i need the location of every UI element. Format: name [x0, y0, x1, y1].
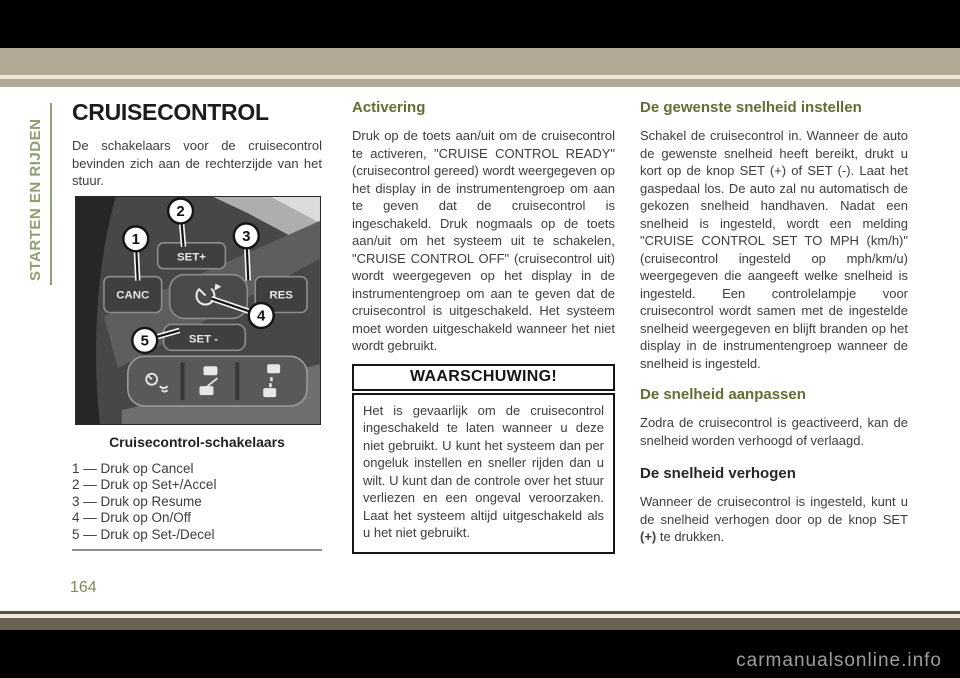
legend-item: 1 — Druk op Cancel — [72, 460, 194, 476]
snelheid-verhogen-paragraph — [640, 493, 908, 546]
section-heading-snelheid-aanpassen: De snelheid aanpassen — [640, 386, 806, 403]
set-plus-button-label: SET+ — [177, 251, 206, 264]
cancel-button-label: CANC — [116, 289, 150, 302]
bottom-olive-bar — [0, 618, 960, 630]
lower-button-panel — [128, 356, 307, 406]
steering-wheel-controls-image — [76, 197, 320, 424]
section-heading-snelheid-instellen: De gewenste snelheid instellen — [640, 99, 862, 116]
resume-button-label: RES — [269, 289, 293, 302]
intro-paragraph: De schakelaars voor de cruisecontrol bevinden zich aan de rechterzijde van het stuur. — [72, 138, 322, 188]
watermark-text: carmanualsonline.info — [736, 650, 942, 671]
legend-divider — [72, 549, 322, 551]
set-minus-button-label: SET - — [188, 332, 219, 345]
bottom-black-bar — [0, 630, 960, 678]
callout-number-5: 5 — [140, 331, 149, 349]
top-khaki-line — [0, 79, 960, 87]
chapter-label-rule — [50, 103, 52, 285]
column-1 — [72, 99, 322, 551]
warning-box — [352, 364, 615, 554]
column-3 — [640, 99, 908, 546]
column-2 — [352, 99, 615, 554]
top-khaki-bar — [0, 48, 960, 75]
paragraph-text: te drukken. — [656, 529, 725, 544]
warning-title: WAARSCHUWING! — [352, 364, 615, 391]
legend-item: 3 — Druk op Resume — [72, 493, 202, 509]
subsection-heading-snelheid-verhogen: De snelheid verhogen — [640, 465, 796, 482]
paragraph-text: Wanneer de cruisecontrol is ingesteld, kunt u de snelheid verhogen door op de knop SET — [640, 494, 908, 527]
chapter-label: STARTEN EN RIJDEN — [27, 118, 44, 281]
page-title: CRUISECONTROL — [72, 99, 269, 125]
figure-caption: Cruisecontrol-schakelaars — [109, 433, 285, 450]
legend-item: 4 — Druk op On/Off — [72, 510, 192, 525]
callout-number-4: 4 — [257, 306, 266, 324]
steering-wheel-figure — [75, 196, 321, 425]
legend-item: 5 — Druk op Set-/Decel — [72, 526, 215, 542]
callout-number-1: 1 — [131, 230, 140, 248]
figure-legend — [72, 461, 322, 544]
callout-number-2: 2 — [176, 202, 185, 220]
snelheid-aanpassen-paragraph: Zodra de cruisecontrol is geactiveerd, kan de snelheid worden verhoogd of verlaagd. — [640, 415, 908, 448]
page-number: 164 — [70, 579, 97, 596]
callout-number-3: 3 — [242, 227, 251, 245]
legend-item: 2 — Druk op Set+/Accel — [72, 477, 217, 492]
activering-paragraph: Druk op de toets aan/uit om de cruisecontrol te activeren, "CRUISE CONTROL READY" (cruisecontrol gereed) wordt weergegeven op het display in de instrumentengroep om aan te geven dat de cruisecontrol is ingeschakeld. Druk nogmaals op de toets aan/uit om het systeem uit te schakelen, "CRUISE CONTROL OFF" (cruisecontrol uit) wordt weergegeven op het display in de instrumentengroep om aan te geven dat de cruisecontrol is uitgeschakeld. Het systeem moet worden uitgeschakeld wanneer het niet wordt gebruikt. — [352, 128, 615, 353]
top-black-bar — [0, 0, 960, 48]
warning-body: Het is gevaarlijk om de cruisecontrol ingeschakeld te laten wanneer u deze niet gebruikt. U kunt het systeem dan per ongeluk instellen en sneller rijden dan u wilt. U kunt dan de controle over het stuur verliezen en een ongeval veroorzaken. Laat het systeem altijd uitgeschakeld als u het niet gebruikt. — [352, 393, 615, 554]
set-plus-bold-text: (+) — [640, 529, 657, 544]
snelheid-instellen-paragraph: Schakel de cruisecontrol in. Wanneer de auto de gewenste snelheid heeft bereikt, drukt u kort op de knop SET (+) of SET (-). Laat het gaspedaal los. De auto zal nu automatisch de gekozen snelheid handhaven. Nadat een snelheid is ingesteld, wordt een melding "CRUISE CONTROL SET TO MPH (km/h)" (cruisecontrol ingesteld op mph/km/u) weergegeven die aangeeft welke snelheid is ingesteld. Een controlelampje voor cruisecontrol wordt samen met de ingestelde snelheid weergegeven en blijft branden op het display in de instrumentengroep wanneer de snelheid is ingesteld. — [640, 128, 908, 371]
section-heading-activering: Activering — [352, 99, 426, 116]
